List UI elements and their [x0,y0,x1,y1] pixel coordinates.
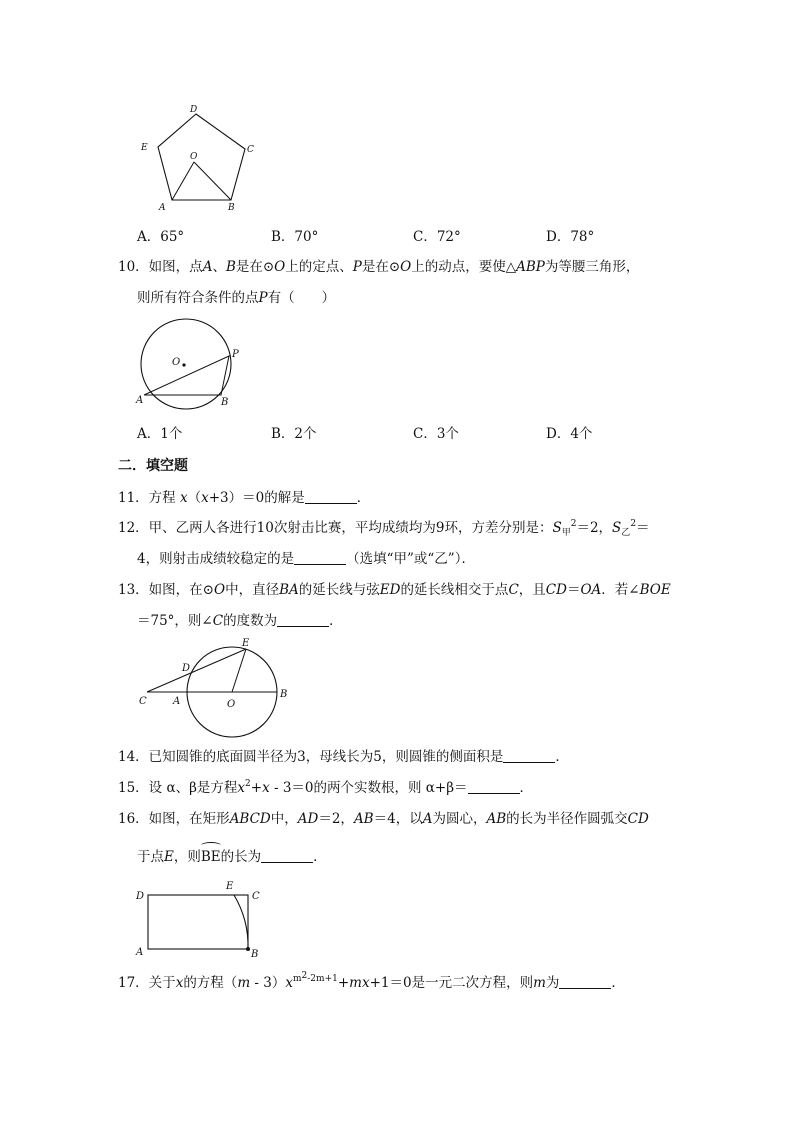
pentagon-outline [158,114,245,200]
point-B [246,947,250,951]
label-C: C [139,696,147,707]
rectangle-ABCD [148,895,248,949]
answer-blank [503,748,555,763]
label-D: D [190,105,198,115]
label-O: O [172,357,181,368]
answer-blank [559,974,611,989]
answer-blank [261,848,313,863]
label-B: B [280,689,288,700]
label-P: P [232,349,239,360]
label-D: D [136,891,145,902]
q16-line1: 16．如图，在矩形ABCD中，AD＝2，AB＝4，以A为圆心，AB的长为半径作圆弧交CD [118,811,649,827]
label-O: O [190,152,198,162]
label-B: B [228,203,235,213]
label-C: C [252,891,260,902]
arc-BE [234,895,248,949]
q15: 15．设 α、β是方程$x^2+x - 3=0$的两个实数根，则 α+β＝ ． [118,779,534,796]
q14: 14．已知圆锥的底面圆半径为3，母线长为5，则圆锥的侧面积是 ． [118,749,569,765]
pentagon-figure [135,100,275,215]
answer-blank [294,550,346,565]
q10-option-c: C．3个 [413,426,459,442]
q9-option-d: D．78° [546,229,595,245]
q12-line2: 4，则射击成绩较稳定的是 （选填“甲”或“乙”）． [137,551,475,567]
label-A: A [159,203,166,213]
q10-line1: 10．如图，点A、B是在⊙O上的定点、P是在⊙O上的动点，要使△ABP为等腰三角形， [118,259,640,275]
center-dot [182,363,185,366]
q9-option-a: A．65° [137,229,185,245]
q10-option-d: D．4个 [546,426,593,442]
label-A: A [136,395,144,406]
segment-OE [232,649,246,692]
q16-line2: 于点E，则BE的长为 ． [137,849,327,865]
label-O: O [227,699,236,710]
label-C: C [247,145,254,155]
label-B: B [251,949,259,960]
q10-line2: 则所有符合条件的点P有（ ） [137,290,336,306]
q9-option-b: B．70° [271,229,319,245]
segment-OB [194,162,231,200]
label-E: E [226,881,234,892]
label-B: B [221,397,229,408]
q10-option-b: B．2个 [271,426,317,442]
q13-line1: 13．如图，在⊙O中，直径BA的延长线与弦ED的延长线相交于点C，且CD＝OA．若∠BOE [118,582,671,598]
line-CE [147,649,246,692]
q11: 11．方程 x（x+3）＝0的解是 ． [118,490,371,506]
label-A: A [173,696,181,707]
q9-option-c: C．72° [413,229,461,245]
q12-line1: 12．甲、乙两人各进行10次射击比赛，平均成绩均为9环，方差分别是：$S_甲^2=2$，$S_乙^2=$ [118,519,650,538]
label-D: D [182,663,191,674]
section-title: 二．填空题 [118,458,188,474]
label-E: E [242,638,250,649]
q10-option-a: A．1个 [137,426,183,442]
arc-BE: BE [200,849,221,865]
answer-blank [468,779,520,794]
q17: 17．关于x的方程$(m - 3)x^{m^2-2m+1}+mx+1=0$是一元二次方程，则m为 ． [118,971,625,991]
q13-line2: ＝75°，则∠C的度数为 ． [137,613,343,629]
segment-OA [172,162,194,200]
answer-blank [277,612,329,627]
label-A: A [136,947,144,958]
triangle-ABP [144,356,229,395]
rectangle-arc-figure [133,875,273,965]
circle-triangle-figure [130,315,250,415]
label-E: E [141,143,148,153]
answer-blank [305,489,357,504]
circle-secant-figure [135,634,305,744]
